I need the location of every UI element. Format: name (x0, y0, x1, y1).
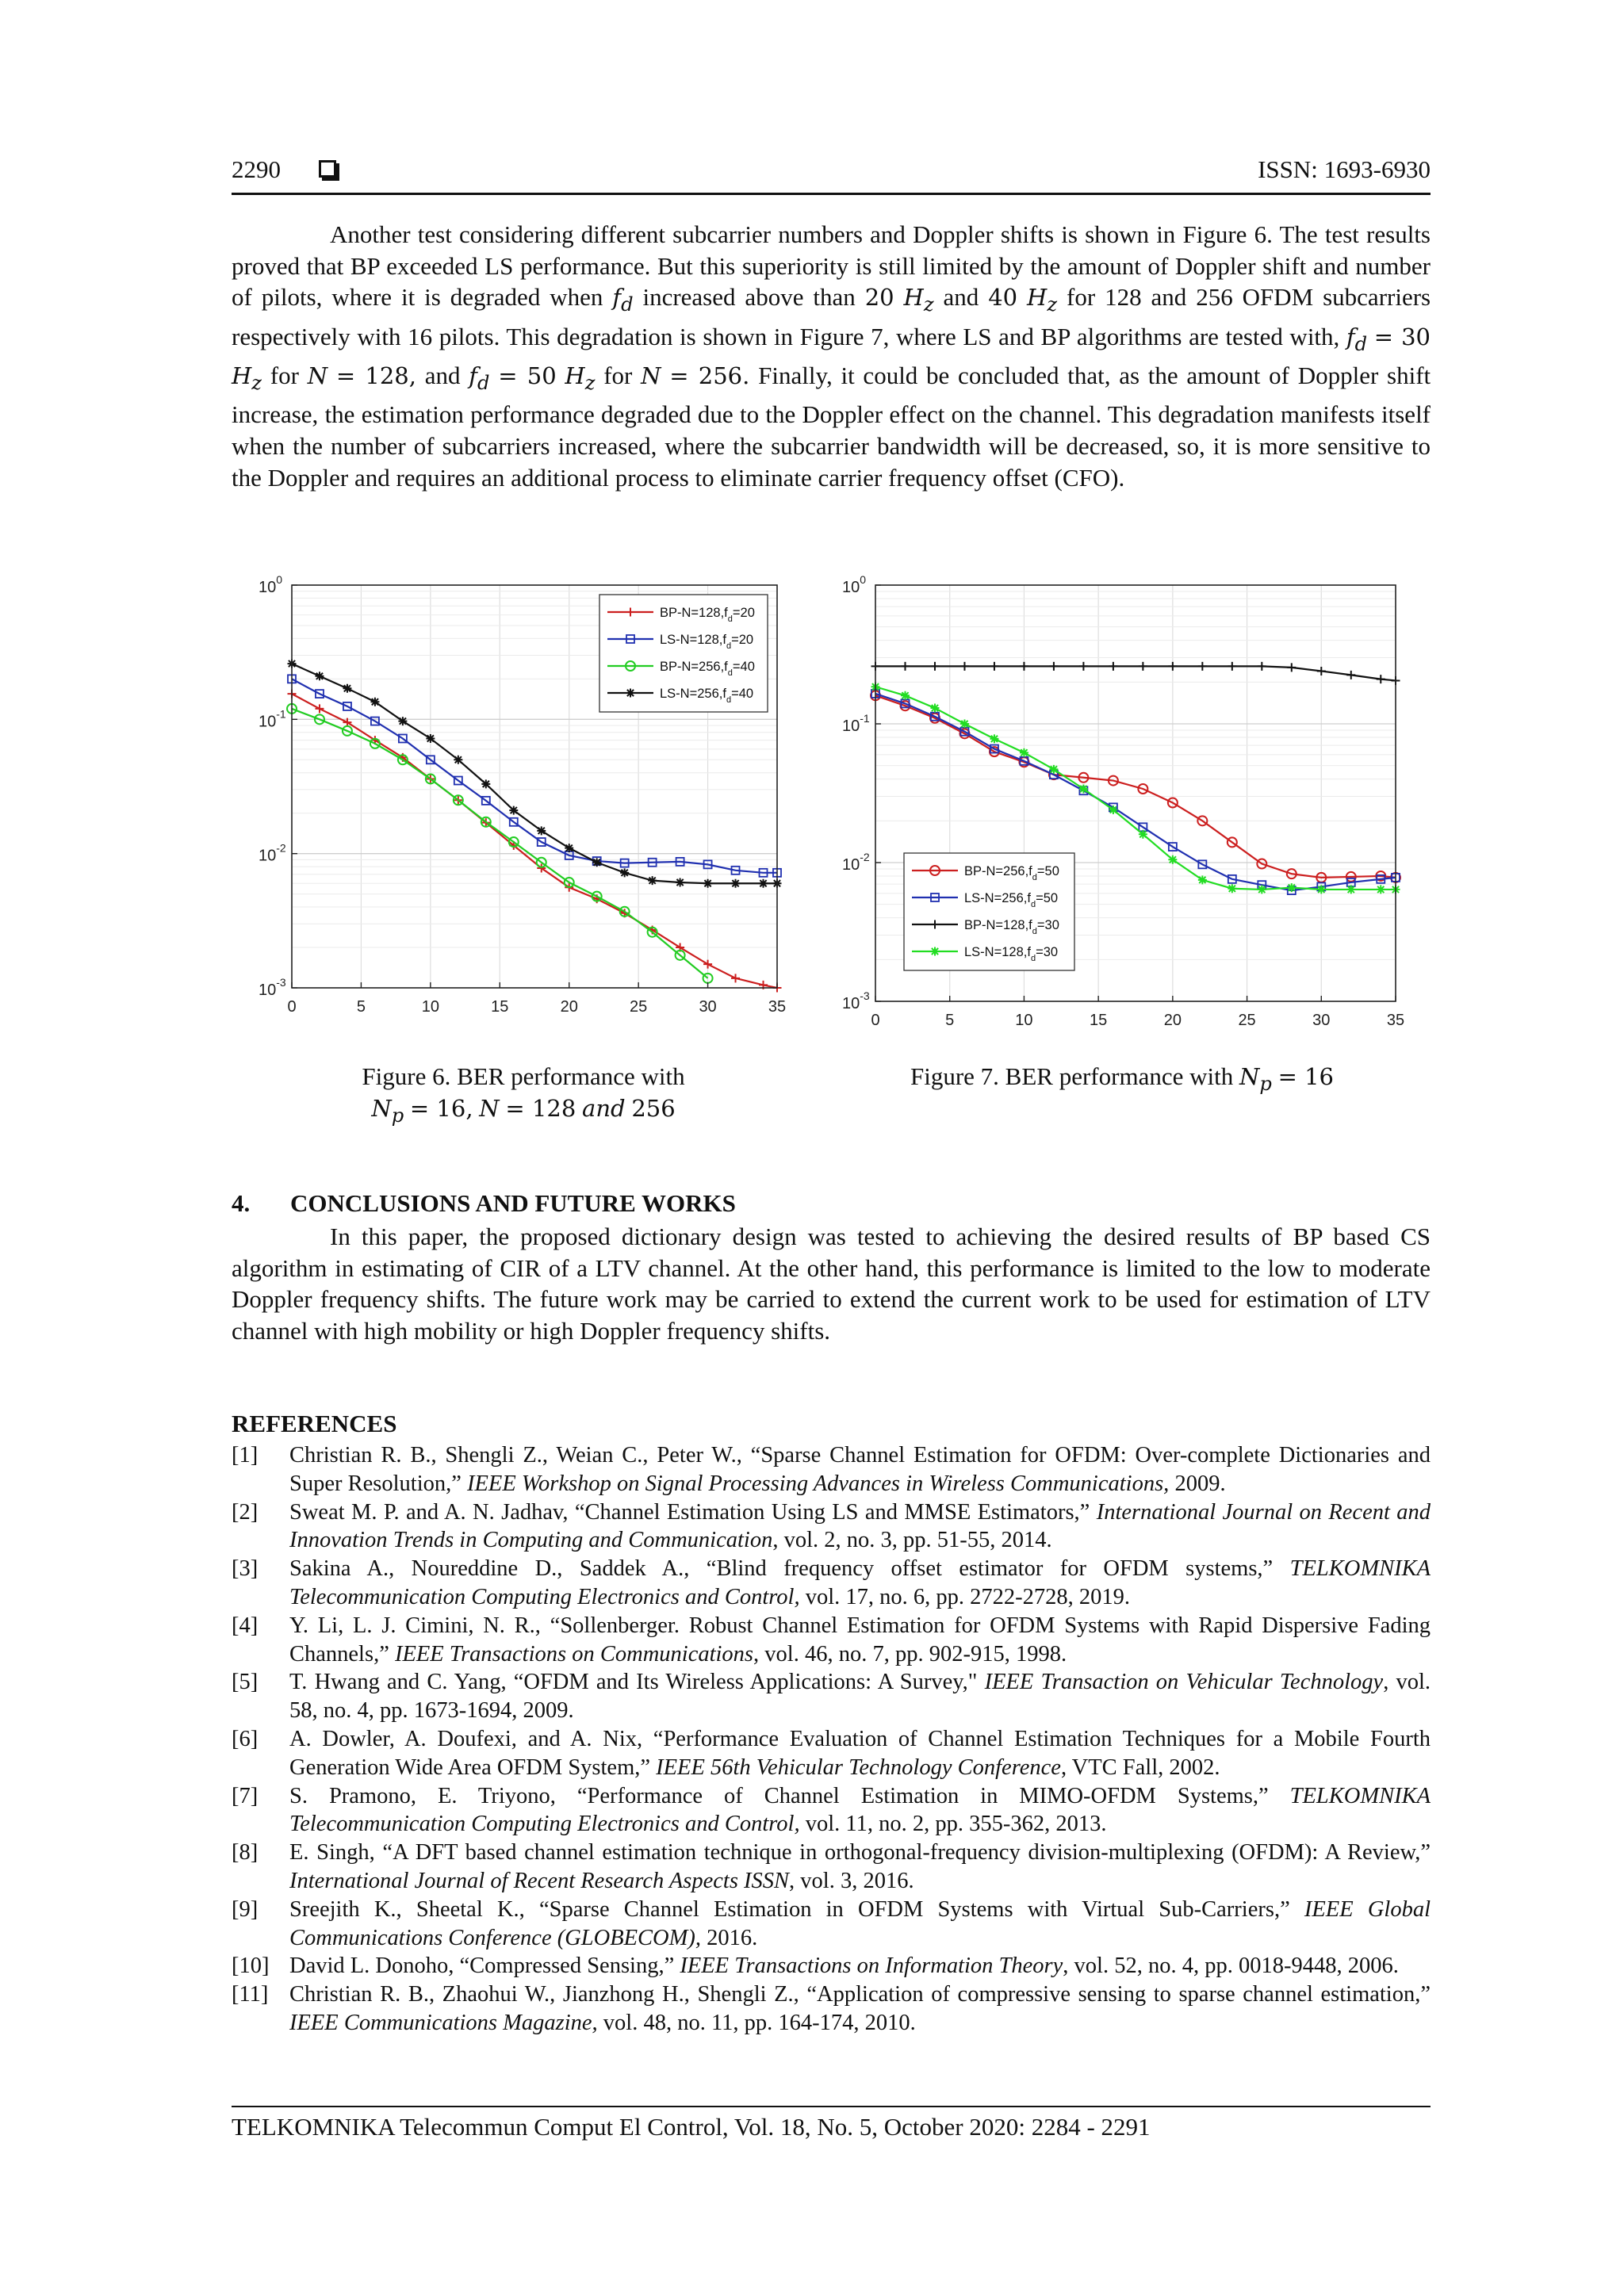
reference-item (232, 1839, 1431, 1896)
reference-venue: IEEE Global Communications Conference (GLOBECOM), (289, 1896, 1431, 1950)
reference-item (232, 1555, 1431, 1612)
x-tick-label: 0 (287, 998, 297, 1016)
reference-number: [8] (232, 1840, 259, 1866)
x-tick-label: 20 (1163, 1012, 1182, 1029)
reference-details: , vol. 58, no. 4, pp. 1673-1694, 2009. (289, 1670, 1431, 1724)
reference-details: vol. 48, no. 11, pp. 164-174, 2010. (597, 2010, 916, 2035)
page-footer: TELKOMNIKA Telecommun Comput El Control, Vol. 18, No. 5, October 2020: 2284 - 2291 (232, 2113, 1151, 2141)
reference-item (232, 1612, 1431, 1669)
data-point (1198, 875, 1207, 884)
reference-number: [9] (232, 1896, 259, 1922)
x-tick-label: 15 (1090, 1012, 1108, 1029)
legend-label-tail: =50 (1036, 891, 1059, 905)
data-point (759, 879, 768, 888)
legend-label-tail: =40 (732, 660, 755, 674)
reference-item (232, 1498, 1431, 1556)
x-tick-label: 5 (945, 1012, 955, 1029)
x-tick-label: 0 (871, 1012, 880, 1029)
legend-label-tail: =50 (1036, 864, 1059, 878)
data-point (343, 684, 351, 693)
figure6-caption-line1: Figure 6. BER performance with (362, 1062, 685, 1090)
legend-label-tail: =30 (1036, 945, 1059, 959)
data-point (315, 672, 324, 680)
data-point (1287, 883, 1296, 892)
reference-item (232, 1896, 1431, 1953)
y-tick-exponent: 0 (276, 573, 283, 586)
reference-text: Y. Li, L. J. Cimini, N. R., “Sollenberger. Robust Channel Estimation for OFDM Systems with Rapid Dispersive Fading Channels,” (289, 1613, 1431, 1667)
figure7-caption-text: Figure 7. BER performance with (910, 1062, 1234, 1090)
data-point (1139, 830, 1147, 839)
math-eq128: = 128, (335, 362, 416, 389)
reference-details: , vol. 2, no. 3, pp. 51-55, 2014. (772, 1528, 1052, 1553)
data-point (1079, 784, 1088, 793)
y-tick-label: $10^{-3}$ (259, 976, 286, 999)
data-point (901, 691, 910, 700)
reference-venue: International Journal of Recent Research Aspects ISSN (289, 1868, 790, 1893)
y-tick-exponent: 0 (860, 573, 867, 586)
y-tick-label: $10^{-3}$ (842, 989, 870, 1012)
reference-details: vol. 11, no. 2, pp. 355-362, 2013. (799, 1812, 1107, 1837)
math-20: 20 (864, 284, 894, 312)
bullet-box-icon (319, 160, 336, 178)
data-point (703, 879, 712, 888)
data-point (648, 876, 657, 885)
para-text-6: and (424, 361, 461, 389)
legend-label-name: LS-N=256,f (660, 687, 726, 701)
reference-venue: IEEE Transaction on Vehicular Technology (984, 1670, 1384, 1695)
data-point (1109, 806, 1117, 814)
x-tick-label: 35 (768, 998, 787, 1016)
y-tick-exponent: -1 (276, 707, 286, 721)
math-eq30: = 30 (1373, 323, 1431, 350)
math-hz-4: $H_z$ (565, 362, 596, 394)
legend-label-sub: d (1032, 927, 1037, 936)
legend-label-sub: d (1032, 873, 1037, 882)
reference-details: , vol. 3, 2016. (789, 1868, 914, 1893)
data-point (1228, 884, 1236, 893)
legend-label-name: LS-N=128,f (660, 633, 726, 647)
legend-marker (626, 689, 635, 698)
reference-venue: IEEE Transactions on Information Theory (680, 1954, 1063, 1979)
conclusions-heading (232, 1189, 736, 1218)
data-point (370, 698, 379, 706)
issn: ISSN: 1693-6930 (1258, 155, 1431, 183)
para-text-5: for (270, 361, 299, 389)
reference-venue: TELKOMNIKA Telecommunication Computing Electronics and Control, (289, 1556, 1431, 1609)
reference-details: , VTC Fall, 2002. (1060, 1755, 1220, 1780)
x-tick-label: 25 (630, 998, 648, 1016)
legend-label-name: BP-N=256,f (660, 660, 728, 674)
y-tick-exponent: -3 (860, 989, 870, 1002)
data-point (731, 879, 740, 888)
reference-details: 2009. (1169, 1471, 1226, 1496)
data-point (1168, 855, 1177, 864)
legend-label-name: BP-N=256,f (964, 864, 1032, 878)
legend-label-sub: d (726, 695, 732, 705)
legend (904, 853, 1074, 970)
y-tick-exponent: -2 (276, 841, 286, 855)
data-point (620, 868, 629, 877)
data-point (509, 806, 518, 815)
reference-item (232, 1441, 1431, 1498)
legend-marker (931, 947, 940, 956)
math-eq50: = 50 (498, 362, 557, 389)
reference-details: , vol. 46, no. 7, pp. 902-915, 1998. (753, 1641, 1067, 1667)
legend (599, 595, 768, 712)
para-text-1: Another test considering different subcarrier numbers and Doppler shifts is shown in Figure 6. The test results proved that BP exceeded LS performance. But this superiority is still limited by the amount of Doppler shift and number of pilots, where it is degraded when (232, 220, 1431, 312)
math-hz-3: $H_z$ (232, 362, 262, 394)
reference-venue: IEEE 56th Vehicular Technology Conference (656, 1755, 1061, 1780)
reference-venue: International Journal on Recent and Innovation Trends in Computing and Communication (289, 1499, 1431, 1553)
y-tick-label: $10^{-2}$ (259, 841, 286, 865)
para-text-8: Finally, it could be concluded that, as the amount of Doppler shift increase, the estimation performance degraded due to the Doppler effect on the channel. This degradation manifests itself when the number of subcarriers increased, where the subcarrier bandwidth will be decreased, so, it is more sensitive to the Doppler and requires an additional process to eliminate carrier frequency offset (CFO). (232, 361, 1431, 492)
reference-text: S. Pramono, E. Triyono, “Performance of Channel Estimation in MIMO-OFDM Systems,” (289, 1783, 1290, 1808)
data-point (426, 734, 435, 743)
y-tick-label: $10^{-2}$ (842, 851, 870, 874)
reference-number: [10] (232, 1954, 270, 1979)
section-title: CONCLUSIONS AND FUTURE WORKS (290, 1189, 736, 1217)
data-point (990, 734, 998, 743)
reference-details: vol. 17, no. 6, pp. 2722-2728, 2019. (799, 1584, 1131, 1609)
reference-text: T. Hwang and C. Yang, “OFDM and Its Wireless Applications: A Survey," (289, 1670, 985, 1695)
math-n-1: N (307, 362, 328, 389)
data-point (1346, 885, 1355, 894)
legend-label-tail: =40 (731, 687, 754, 701)
legend-label-sub: d (1030, 954, 1036, 963)
reference-details: 2016. (701, 1925, 758, 1950)
reference-text: David L. Donoho, “Compressed Sensing,” (289, 1954, 680, 1979)
math-fd-2: $f_d$ (1346, 323, 1368, 355)
reference-text: A. Dowler, A. Doufexi, and A. Nix, “Performance Evaluation of Channel Estimation Techniques for a Mobile Fourth Generation Wide Area OFDM System,” (289, 1726, 1431, 1780)
para-text-4: for 128 and 256 OFDM subcarriers respectively with 16 pilots. This degradation is shown in Figure 7, where LS and BP algorithms are tested with, (232, 283, 1431, 350)
data-point (592, 858, 601, 867)
x-tick-label: 10 (421, 998, 439, 1016)
y-tick-exponent: -1 (860, 712, 870, 725)
legend-label-tail: =30 (1036, 918, 1059, 932)
x-tick-label: 20 (560, 998, 578, 1016)
math-40: 40 (988, 284, 1018, 312)
x-tick-label: 35 (1386, 1012, 1405, 1029)
para-text-2: increased above than (642, 283, 856, 312)
reference-item (232, 1980, 1431, 2038)
page-header (232, 155, 1431, 189)
math-hz-1: $H_z$ (903, 284, 934, 316)
math-fd-3: $f_d$ (469, 362, 490, 394)
data-point (930, 704, 939, 713)
legend-label-sub: d (727, 668, 733, 678)
reference-text: E. Singh, “A DFT based channel estimation technique in orthogonal-frequency division-multiplexing (OFDM): A Review,” (289, 1840, 1431, 1866)
legend-label-tail: =20 (732, 606, 755, 620)
footer-rule (232, 2106, 1431, 2107)
legend-label-sub: d (727, 614, 733, 624)
figure6-caption-line2: $N_p = 16$, N = 128 and 256 (371, 1095, 676, 1127)
data-point (1049, 765, 1058, 774)
data-point (1317, 885, 1326, 894)
reference-venue: TELKOMNIKA Telecommunication Computing Electronics and Control, (289, 1783, 1431, 1837)
section-number: 4. (232, 1189, 251, 1217)
math-fd: $f_d$ (612, 284, 634, 316)
data-point (676, 878, 684, 887)
data-point (454, 756, 462, 764)
reference-text: Sakina A., Noureddine D., Saddek A., “Blind frequency offset estimator for OFDM systems,” (289, 1556, 1290, 1582)
reference-number: [2] (232, 1499, 259, 1525)
reference-number: [4] (232, 1613, 259, 1638)
figure7-caption: Figure 7. BER performance with $N_p = 16$ (910, 1062, 1334, 1095)
data-point (1020, 748, 1028, 757)
reference-number: [11] (232, 1982, 269, 2007)
data-point (960, 720, 969, 729)
y-tick-exponent: -3 (276, 976, 286, 989)
math-hz-2: $H_z$ (1027, 284, 1058, 316)
legend-label-sub: d (726, 641, 732, 651)
reference-text: Christian R. B., Zhaohui W., Jianzhong H., Shengli Z., “Application of compressive sensing to sparse channel estimation,” (289, 1982, 1431, 2007)
header-rule (232, 193, 1431, 195)
x-tick-label: 10 (1015, 1012, 1033, 1029)
para-text-7: for (603, 361, 633, 389)
page-number: 2290 (232, 155, 281, 183)
data-point (537, 826, 546, 835)
math-n-2: N (641, 362, 661, 389)
math-eq256: = 256. (669, 362, 750, 389)
reference-number: [3] (232, 1556, 259, 1582)
reference-text: Sreejith K., Sheetal K., “Sparse Channel Estimation in OFDM Systems with Virtual Sub-Carriers,” (289, 1896, 1304, 1922)
legend-label-name: LS-N=128,f (964, 945, 1031, 959)
references-list (232, 1441, 1431, 2038)
y-tick-label: $10^{-1}$ (842, 712, 870, 735)
legend-label-name: BP-N=128,f (660, 606, 728, 620)
references-heading: REFERENCES (232, 1410, 397, 1437)
data-point (1258, 885, 1266, 894)
reference-number: [7] (232, 1783, 259, 1808)
reference-item (232, 1782, 1431, 1839)
x-tick-label: 30 (1312, 1012, 1331, 1029)
y-tick-label: $10^{-1}$ (259, 707, 286, 731)
y-tick-exponent: -2 (860, 851, 870, 863)
data-point (1377, 885, 1385, 894)
reference-item (232, 1952, 1431, 1980)
reference-number: [6] (232, 1726, 259, 1751)
legend-label-sub: d (1030, 900, 1036, 909)
x-tick-label: 25 (1238, 1012, 1256, 1029)
reference-venue: IEEE Transactions on Communications (394, 1641, 754, 1667)
reference-item (232, 1668, 1431, 1725)
y-tick-label: $10^0$ (259, 573, 283, 596)
x-tick-label: 5 (356, 998, 366, 1016)
data-point (481, 779, 490, 788)
conclusions-paragraph: In this paper, the proposed dictionary design was tested to achieving the desired results of BP based CS algorithm in estimating of CIR of a LTV channel. At the other hand, this performance is limited to the low to moderate Doppler frequency shifts. The future work may be carried to extend the current work to be used for estimation of LTV channel with high mobility or high Doppler frequency shifts. (232, 1223, 1431, 1345)
y-tick-label: $10^0$ (842, 573, 867, 596)
figure6-caption (301, 1061, 745, 1131)
figure6-chart (252, 564, 791, 1020)
legend-label-name: BP-N=128,f (964, 918, 1032, 932)
legend-label-tail: =20 (731, 633, 754, 647)
reference-number: [1] (232, 1443, 259, 1468)
para-text-3: and (943, 283, 979, 312)
legend-label-name: LS-N=256,f (964, 891, 1031, 905)
reference-number: [5] (232, 1670, 259, 1695)
reference-text: Christian R. B., Shengli Z., Weian C., Peter W., “Sparse Channel Estimation for OFDM: Over-complete Dictionaries and Super Resolution,” (289, 1443, 1431, 1496)
reference-text: Sweat M. P. and A. N. Jadhav, “Channel Estimation Using LS and MMSE Estimators,” (289, 1499, 1097, 1525)
data-point (398, 717, 407, 725)
figure7-chart (833, 564, 1411, 1032)
reference-venue: IEEE Workshop on Signal Processing Advances in Wireless Communications, (467, 1471, 1170, 1496)
reference-item (232, 1725, 1431, 1782)
reference-details: , vol. 52, no. 4, pp. 0018-9448, 2006. (1063, 1954, 1399, 1979)
data-point (565, 844, 573, 852)
reference-venue: IEEE Communications Magazine, (289, 2010, 598, 2035)
x-tick-label: 15 (491, 998, 509, 1016)
x-tick-label: 30 (699, 998, 717, 1016)
body-paragraph (232, 219, 1431, 493)
